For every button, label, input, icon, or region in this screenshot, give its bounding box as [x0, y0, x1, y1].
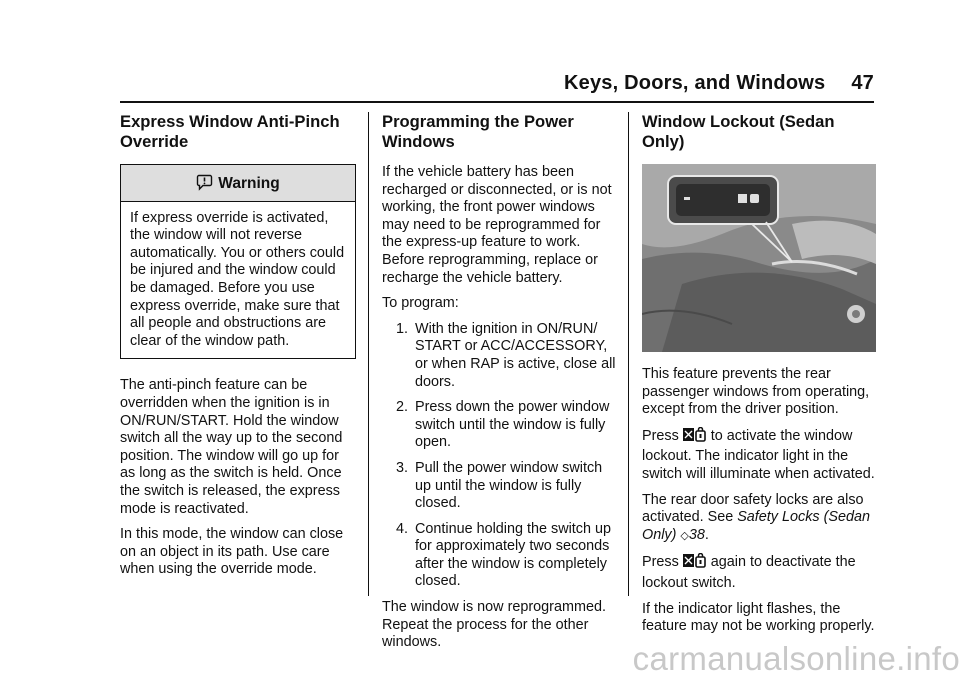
heading-programming: Programming the Power Windows: [382, 112, 574, 151]
column-divider-1: [368, 112, 369, 596]
warning-icon: [196, 174, 213, 191]
step-item: [382, 399, 618, 452]
press-label: Press: [642, 427, 679, 444]
lockout-paragraph-1: This feature prevents the rear passenger windows from operating, except from the driver position.: [642, 366, 870, 418]
window-lockout-icon: [683, 427, 707, 449]
warning-label: Warning: [218, 175, 280, 192]
lockout-paragraph-5: If the indicator light flashes, the feature may not be working properly.: [642, 600, 875, 635]
step-item: [382, 321, 618, 391]
window-lockout-icon: [683, 553, 707, 575]
anti-pinch-paragraph-1: The anti-pinch feature can be overridden when the ignition is in ON/RUN/START. Hold the window switch all the way up to the second position. The window will go up for as long as the switch is held. Once the switch is released, the express mode is reactivated.: [120, 377, 343, 517]
watermark: carmanualsonline.info: [632, 640, 960, 677]
deactivate-text: again to deactivate the lockout switch.: [642, 554, 856, 591]
programming-outro: The window is now reprogrammed. Repeat the process for the other windows.: [382, 599, 606, 651]
activate-text: to activate the window lockout. The indicator light in the switch will illuminate when activated.: [642, 427, 875, 482]
step-number: 4.: [396, 520, 409, 537]
step-text: Press down the power window switch until the window is fully open.: [415, 399, 610, 451]
page-header: [564, 72, 874, 95]
lockout-paragraph-4: [642, 553, 876, 592]
heading-anti-pinch: Express Window Anti-Pinch Override: [120, 112, 340, 151]
lockout-paragraph-3: The rear door safety locks are also activated. See Safety Locks (Sedan Only) ◇38.: [642, 491, 870, 543]
safety-locks-text: The rear door safety locks are also activated. See: [642, 491, 864, 526]
programming-steps: [382, 321, 618, 591]
page-ref-number[interactable]: 38: [688, 526, 705, 543]
warning-box: [120, 164, 356, 359]
door-panel-photo: [642, 164, 876, 352]
column-programming: [382, 110, 618, 660]
step-text: With the ignition in ON/RUN/ START or ACC/ACCESSORY, or when RAP is active, close all doors.: [415, 320, 616, 390]
warning-text: If express override is activated, the window will not reverse automatically. You or others could be injured and the window could be damaged. Before you use express override, make sure that all people and obstructions are clear of the window path.: [130, 209, 345, 349]
press-label: Press: [642, 554, 679, 571]
step-number: 3.: [396, 459, 409, 476]
column-lockout: [642, 110, 876, 644]
programming-lead: To program:: [382, 295, 459, 312]
safety-locks-link[interactable]: Safety Locks (Sedan Only): [642, 509, 870, 543]
lockout-paragraph-2: [642, 427, 876, 484]
step-text: Continue holding the switch up for approximately two seconds after the window is completely closed.: [415, 520, 612, 590]
step-number: 2.: [396, 399, 409, 416]
column-anti-pinch: [120, 110, 356, 587]
anti-pinch-paragraph-2: In this mode, the window can close on an object in its path. Use care when using the override mode.: [120, 526, 344, 578]
step-text: Pull the power window switch up until the window is fully closed.: [415, 459, 603, 512]
programming-intro: If the vehicle battery has been recharged or disconnected, or is not working, the front power windows may need to be reprogrammed for the express-up feature to work. Before reprogramming, replace or recharge the vehicle battery.: [382, 164, 612, 286]
page-number: 47: [851, 72, 874, 94]
section-title: Keys, Doors, and Windows: [564, 72, 826, 94]
step-number: 1.: [396, 320, 409, 337]
step-item: [382, 460, 618, 513]
heading-lockout: Window Lockout (Sedan Only): [642, 112, 835, 151]
column-divider-2: [628, 112, 629, 596]
header-rule: [120, 101, 874, 103]
page-ref-icon: ◇: [680, 529, 689, 542]
warning-header: [121, 165, 355, 202]
step-item: [382, 521, 618, 591]
